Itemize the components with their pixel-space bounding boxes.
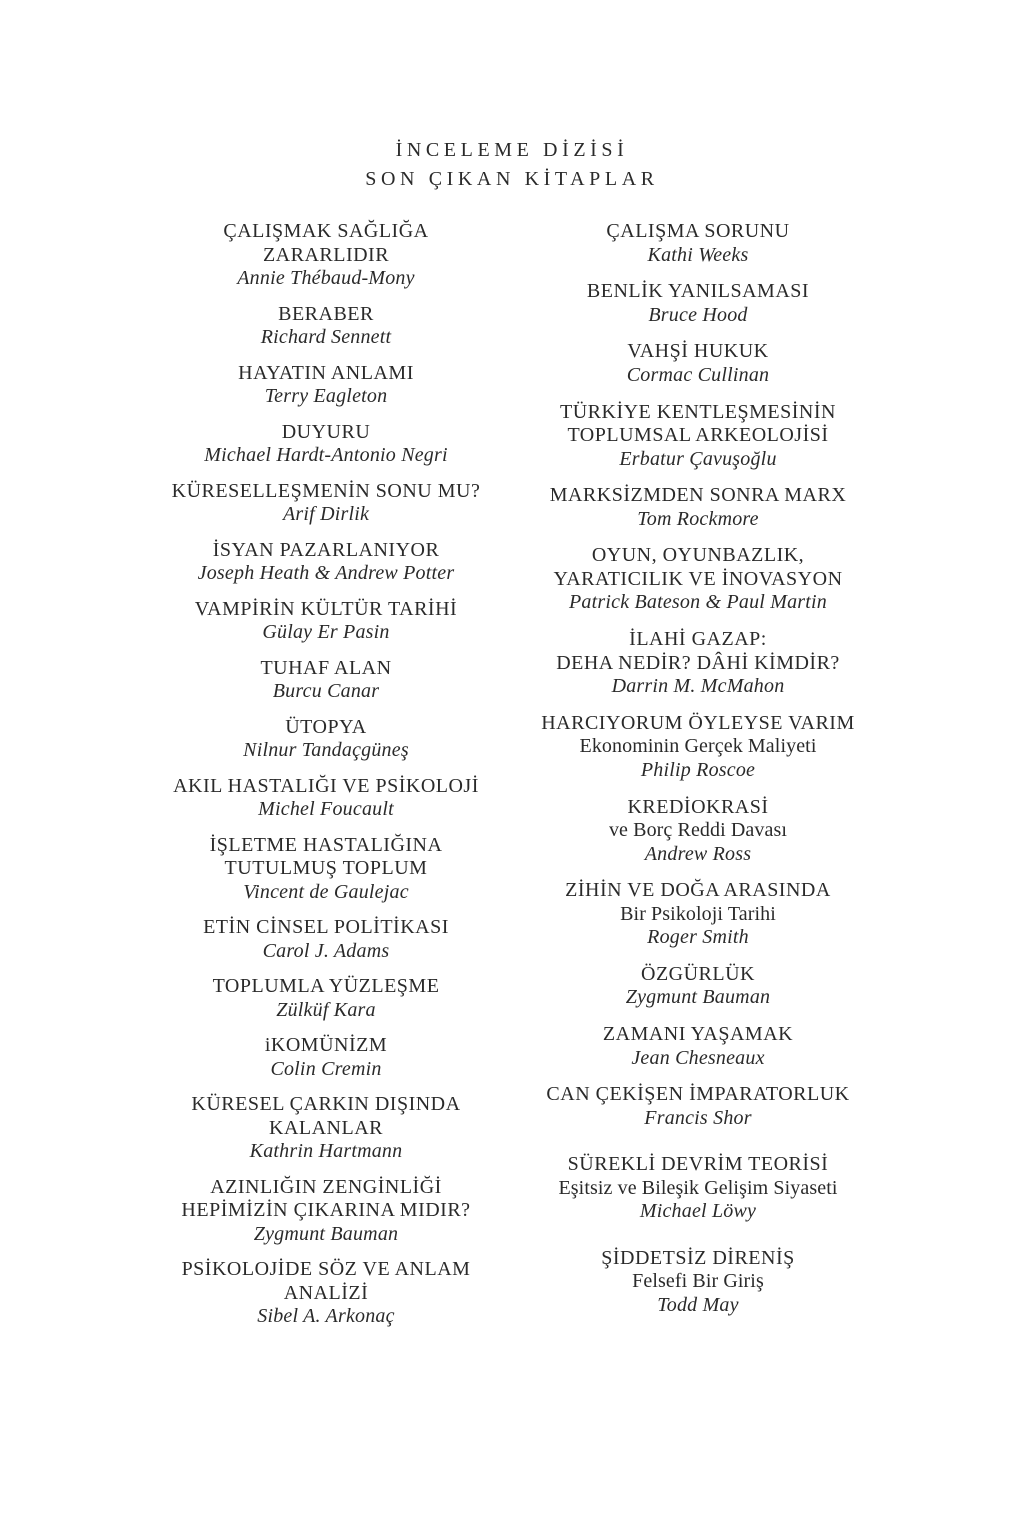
book-title: SÜREKLİ DEVRİM TEORİSİ [567, 1153, 829, 1176]
book-entry [517, 280, 879, 327]
series-header [0, 136, 1024, 194]
book-author: Roger Smith [647, 926, 749, 949]
book-entry [146, 362, 506, 409]
book-title: DUYURU [281, 420, 371, 443]
book-entry [517, 340, 879, 387]
book-author: Cormac Cullinan [626, 363, 770, 386]
book-entry [146, 975, 506, 1022]
series-title: İNCELEME DİZİSİ [395, 139, 629, 161]
book-title: ÇALIŞMA SORUNU [606, 220, 790, 242]
book-author: Nilnur Tandaçgüneş [243, 739, 409, 761]
book-title: ŞİDDETSİZ DİRENİŞ [601, 1246, 795, 1269]
book-entry [517, 963, 879, 1010]
book-title: TUHAF ALAN [260, 656, 392, 679]
book-entry [517, 1023, 879, 1070]
book-entry [517, 220, 879, 267]
book-title: TOPLUMLA YÜZLEŞME [212, 975, 440, 997]
book-author: Zygmunt Bauman [253, 1222, 399, 1245]
book-title: HEPİMİZİN ÇIKARINA MIDIR? [181, 1199, 471, 1221]
book-title: TOPLUMSAL ARKEOLOJİSİ [567, 424, 829, 447]
book-author: Michael Hardt-Antonio Negri [204, 444, 448, 466]
book-author: Francis Shor [644, 1106, 752, 1129]
book-title: KÜRESEL ÇARKIN DIŞINDA [191, 1093, 461, 1115]
book-title: AZINLIĞIN ZENGİNLİĞİ [210, 1175, 442, 1198]
book-title: DEHA NEDİR? DÂHİ KİMDİR? [556, 651, 840, 674]
series-subtitle: SON ÇIKAN KİTAPLAR [365, 168, 659, 190]
book-author: Zülküf Kara [276, 998, 376, 1021]
book-title: ÇALIŞMAK SAĞLIĞA [223, 220, 429, 242]
book-entry [517, 1247, 879, 1318]
book-title: ANALİZİ [283, 1281, 369, 1304]
book-author: Kathi Weeks [647, 243, 749, 266]
book-title: ZİHİN VE DOĞA ARASINDA [565, 879, 831, 902]
book-entry [517, 796, 879, 867]
book-entry [146, 220, 506, 291]
book-subtitle: Bir Psikoloji Tarihi [620, 902, 776, 925]
book-title: VAHŞİ HUKUK [627, 340, 769, 363]
book-title: ZARARLIDIR [262, 243, 390, 266]
book-author: Carol J. Adams [262, 939, 390, 962]
book-author: Vincent de Gaulejac [243, 880, 409, 903]
book-author: Michel Foucault [258, 798, 394, 820]
book-author: Zygmunt Bauman [625, 986, 771, 1009]
book-author: Michael Löwy [639, 1200, 757, 1223]
book-author: Annie Thébaud-Mony [237, 267, 415, 289]
book-author: Tom Rockmore [637, 507, 759, 530]
book-title: TUTULMUŞ TOPLUM [224, 857, 428, 879]
book-author: Philip Roscoe [640, 758, 756, 781]
book-title: BENLİK YANILSAMASI [586, 280, 810, 303]
book-author: Arif Dirlik [282, 503, 370, 525]
book-title: ZAMANI YAŞAMAK [602, 1023, 794, 1046]
book-title: YARATICILIK VE İNOVASYON [553, 567, 843, 590]
book-entry [146, 657, 506, 704]
book-title: ÜTOPYA [285, 715, 367, 738]
book-entry [517, 544, 879, 615]
book-entry [146, 303, 506, 350]
book-entry [146, 421, 506, 468]
book-entry [146, 834, 506, 905]
book-entry [146, 1093, 506, 1164]
book-entry [517, 712, 879, 783]
book-author: Todd May [657, 1293, 739, 1316]
book-title: KREDİOKRASİ [627, 795, 769, 818]
book-title: VAMPİRİN KÜLTÜR TARİHİ [194, 597, 458, 620]
book-entry [146, 1258, 506, 1329]
book-title: TÜRKİYE KENTLEŞMESİNİN [560, 400, 836, 423]
book-title: CAN ÇEKİŞEN İMPARATORLUK [546, 1083, 850, 1106]
book-subtitle: Eşitsiz ve Bileşik Gelişim Siyaseti [558, 1176, 838, 1199]
book-title: PSİKOLOJİDE SÖZ VE ANLAM [181, 1258, 471, 1280]
book-entry [517, 1153, 879, 1224]
book-entry [146, 598, 506, 645]
book-subtitle: ve Borç Reddi Davası [608, 819, 788, 841]
book-title: KÜRESELLEŞMENİN SONU MU? [171, 479, 481, 502]
book-author: Richard Sennett [260, 326, 392, 348]
book-entry [517, 401, 879, 472]
book-entry [146, 716, 506, 763]
book-entry [146, 916, 506, 963]
book-author: Kathrin Hartmann [249, 1140, 403, 1162]
book-author: Andrew Ross [644, 842, 752, 865]
book-entry [146, 775, 506, 822]
book-entry [146, 539, 506, 586]
book-author: Gülay Er Pasin [262, 621, 390, 643]
book-author: Colin Cremin [270, 1057, 382, 1080]
book-entry [146, 480, 506, 527]
book-title: KALANLAR [269, 1116, 383, 1139]
book-title: OYUN, OYUNBAZLIK, [591, 544, 805, 567]
book-author: Burcu Canar [272, 680, 380, 702]
book-title: İŞLETME HASTALIĞINA [209, 833, 443, 856]
book-author: Terry Eagleton [264, 385, 388, 407]
book-author: Joseph Heath & Andrew Potter [197, 562, 455, 584]
book-title: BERABER [278, 302, 374, 325]
book-title: AKIL HASTALIĞI VE PSİKOLOJİ [173, 774, 479, 797]
book-entry [517, 1083, 879, 1130]
book-author: Sibel A. Arkonaç [257, 1305, 395, 1327]
book-entry [146, 1176, 506, 1247]
book-entry [517, 879, 879, 950]
book-entry [146, 1034, 506, 1081]
book-title: HARCIYORUM ÖYLEYSE VARIM [541, 711, 855, 734]
book-author: Darrin M. McMahon [611, 675, 785, 698]
book-title: MARKSİZMDEN SONRA MARX [549, 484, 847, 507]
book-title: İSYAN PAZARLANIYOR [212, 538, 440, 561]
right-book-list [517, 220, 879, 1330]
book-subtitle: Felsefi Bir Giriş [632, 1270, 764, 1293]
book-title: İLAHİ GAZAP: [629, 628, 767, 651]
book-entry [517, 628, 879, 699]
book-author: Bruce Hood [648, 303, 748, 326]
book-author: Patrick Bateson & Paul Martin [569, 591, 827, 614]
book-title: iKOMÜNİZM [264, 1034, 388, 1056]
book-title: HAYATIN ANLAMI [238, 361, 414, 384]
book-title: ÖZGÜRLÜK [641, 962, 755, 985]
left-book-list [146, 220, 506, 1341]
book-author: Jean Chesneaux [631, 1046, 765, 1069]
book-author: Erbatur Çavuşoğlu [619, 447, 777, 470]
book-subtitle: Ekonominin Gerçek Maliyeti [579, 735, 817, 758]
book-entry [517, 484, 879, 531]
book-title: ETİN CİNSEL POLİTİKASI [203, 916, 449, 938]
